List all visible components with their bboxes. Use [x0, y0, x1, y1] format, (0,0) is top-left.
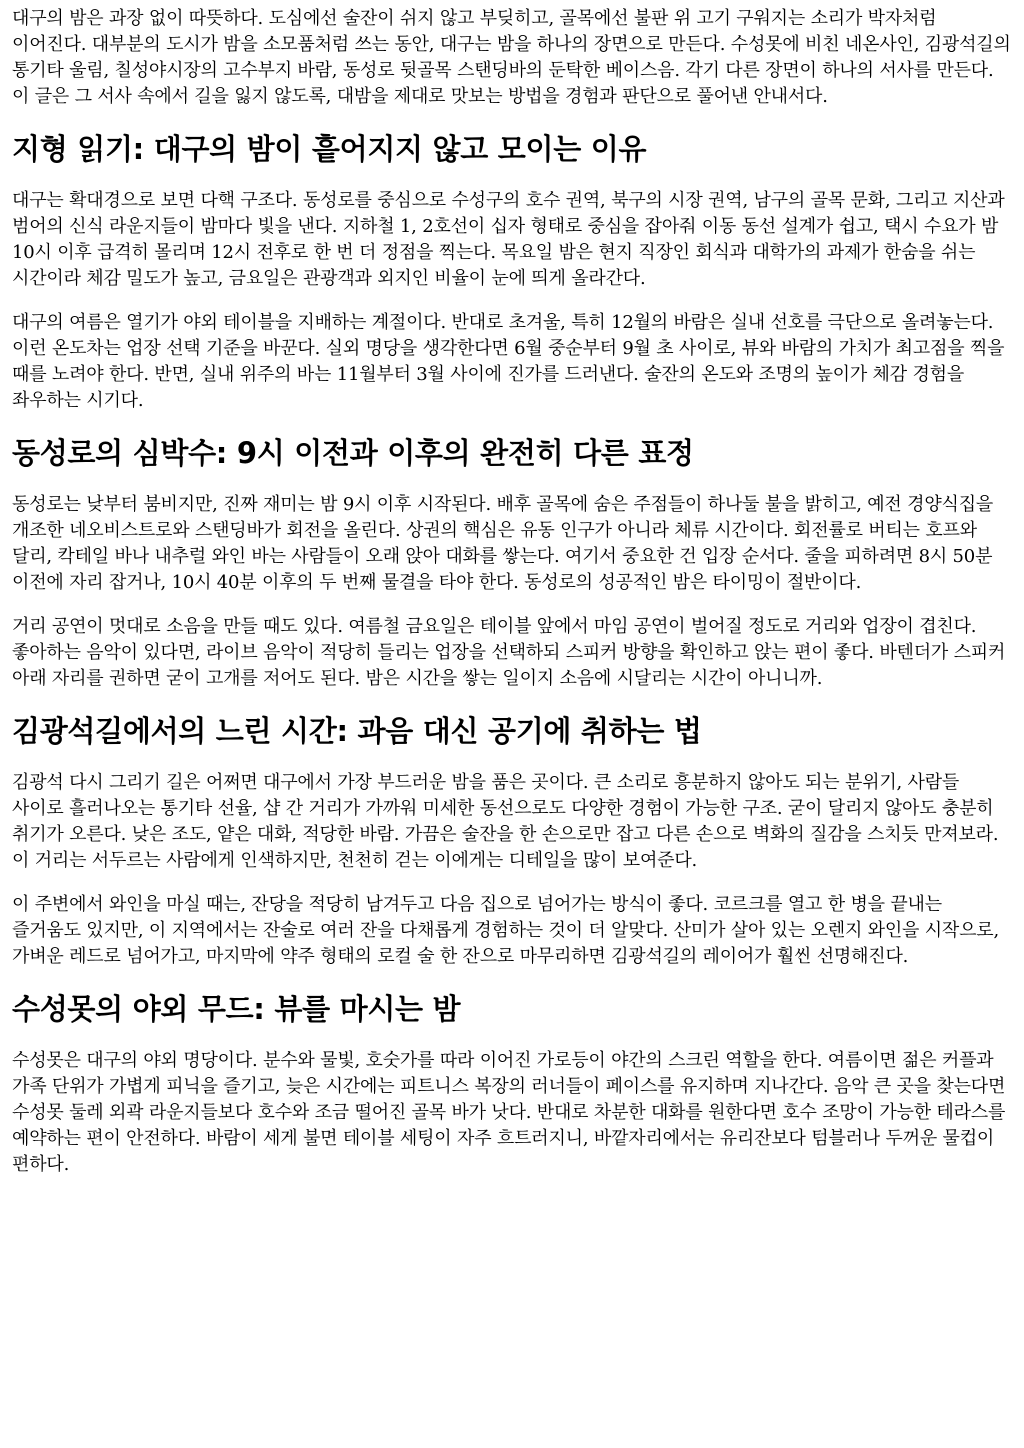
section-heading: 지형 읽기: 대구의 밤이 흩어지지 않고 모이는 이유: [12, 132, 647, 166]
section-dongseongro: [12, 434, 1012, 692]
body-paragraph: 동성로는 낮부터 붐비지만, 진짜 재미는 밤 9시 이후 시작된다. 배후 골목에 숨은 주점들이 하나둘 불을 밝히고, 예전 경양식집을 개조한 네오비스트로와 스탠딩바가 회전을 올린다. 상권의 핵심은 유동 인구가 아니라 체류 시간이다. 회전률로 버티는 호프와 달리, 칵테일 바나 내추럴 와인 바는 사람들이 오래 앉아 대화를 쌓는다. 여기서 중요한 건 입장 순서다. 줄을 피하려면 8시 50분 이전에 자리 잡거나, 10시 40분 이후의 두 번째 물결을 타야 한다. 동성로의 성공적인 밤은 타이밍이 절반이다.: [12, 494, 994, 593]
section-heading: 수성못의 야외 무드: 뷰를 마시는 밤: [12, 992, 461, 1026]
section-terrain: [12, 130, 1012, 414]
body-paragraph: 대구는 확대경으로 보면 다핵 구조다. 동성로를 중심으로 수성구의 호수 권역, 북구의 시장 권역, 남구의 골목 문화, 그리고 지산과 범어의 신식 라운지들이 밤마다 빛을 낸다. 지하철 1, 2호선이 십자 형태로 중심을 잡아줘 이동 동선 설계가 쉽고, 택시 수요가 밤 10시 이후 급격히 몰리며 12시 전후로 한 번 더 정점을 찍는다. 목요일 밤은 현지 직장인 회식과 대학가의 과제가 한숨을 쉬는 시간이라 체감 밀도가 높고, 금요일은 관광객과 외지인 비율이 눈에 띄게 올라간다.: [12, 190, 1005, 289]
intro-paragraph: 대구의 밤은 과장 없이 따뜻하다. 도심에선 술잔이 쉬지 않고 부딪히고, 골목에선 불판 위 고기 구워지는 소리가 박자처럼 이어진다. 대부분의 도시가 밤을 소모품처럼 쓰는 동안, 대구는 밤을 하나의 장면으로 만든다. 수성못에 비친 네온사인, 김광석길의 통기타 울림, 칠성야시장의 고수부지 바람, 동성로 뒷골목 스탠딩바의 둔탁한 베이스음. 각기 다른 장면이 하나의 서사를 만든다. 이 글은 그 서사 속에서 길을 잃지 않도록, 대밤을 제대로 맛보는 방법을 경험과 판단으로 풀어낸 안내서다.: [12, 8, 1011, 107]
body-paragraph: 김광석 다시 그리기 길은 어쩌면 대구에서 가장 부드러운 밤을 품은 곳이다. 큰 소리로 흥분하지 않아도 되는 분위기, 사람들 사이로 흘러나오는 통기타 선율, 샵 간 거리가 가까워 미세한 동선으로도 다양한 경험이 가능한 구조. 굳이 달리지 않아도 충분히 취기가 오른다. 낮은 조도, 얕은 대화, 적당한 바람. 가끔은 술잔을 한 손으로만 잡고 다른 손으로 벽화의 질감을 스치듯 만져보라. 이 거리는 서두르는 사람에게 인색하지만, 천천히 걷는 이에게는 디테일을 많이 보여준다.: [12, 772, 999, 871]
body-paragraph: 수성못은 대구의 야외 명당이다. 분수와 물빛, 호숫가를 따라 이어진 가로등이 야간의 스크린 역할을 한다. 여름이면 젊은 커플과 가족 단위가 가볍게 피닉을 즐기고, 늦은 시간에는 피트니스 복장의 러너들이 페이스를 유지하며 지나간다. 음악 큰 곳을 찾는다면 수성못 둘레 외곽 라운지들보다 호수와 조금 떨어진 골목 바가 낫다. 반대로 차분한 대화를 원한다면 호수 조망이 가능한 테라스를 예약하는 편이 안전하다. 바람이 세게 불면 테이블 세팅이 자주 흐트러지니, 바깥자리에서는 유리잔보다 텀블러나 두꺼운 물컵이 편하다.: [12, 1050, 1006, 1175]
body-paragraph: 대구의 여름은 열기가 야외 테이블을 지배하는 계절이다. 반대로 초겨울, 특히 12월의 바람은 실내 선호를 극단으로 올려놓는다. 이런 온도차는 업장 선택 기준을 바꾼다. 실외 명당을 생각한다면 6월 중순부터 9월 초 사이로, 뷰와 바람의 가치가 최고점을 찍을 때를 노려야 한다. 반면, 실내 위주의 바는 11월부터 3월 사이에 진가를 드러낸다. 술잔의 온도와 조명의 높이가 체감 경험을 좌우하는 시기다.: [12, 312, 1005, 411]
section-heading: 김광석길에서의 느린 시간: 과음 대신 공기에 취하는 법: [12, 714, 702, 748]
section-suseong-lake: [12, 990, 1012, 1178]
body-paragraph: 이 주변에서 와인을 마실 때는, 잔당을 적당히 남겨두고 다음 집으로 넘어가는 방식이 좋다. 코르크를 열고 한 병을 끝내는 즐거움도 있지만, 이 지역에서는 잔술로 여러 잔을 다채롭게 경험하는 것이 더 알맞다. 산미가 살아 있는 오렌지 와인을 시작으로, 가벼운 레드로 넘어가고, 마지막에 약주 형태의 로컬 술 한 잔으로 마무리하면 김광석길의 레이어가 훨씬 선명해진다.: [12, 894, 1000, 967]
section-kimkwangseok-street: [12, 712, 1012, 970]
body-paragraph: 거리 공연이 멋대로 소음을 만들 때도 있다. 여름철 금요일은 테이블 앞에서 마임 공연이 벌어질 정도로 거리와 업장이 겹친다. 좋아하는 음악이 있다면, 라이브 음악이 적당히 들리는 업장을 선택하되 스피커 방향을 확인하고 앉는 편이 좋다. 바텐더가 스피커 아래 자리를 권하면 굳이 고개를 저어도 된다. 밤은 시간을 쌓는 일이지 소음에 시달리는 시간이 아니니까.: [12, 616, 1006, 689]
section-heading: 동성로의 심박수: 9시 이전과 이후의 완전히 다른 표정: [12, 436, 694, 470]
